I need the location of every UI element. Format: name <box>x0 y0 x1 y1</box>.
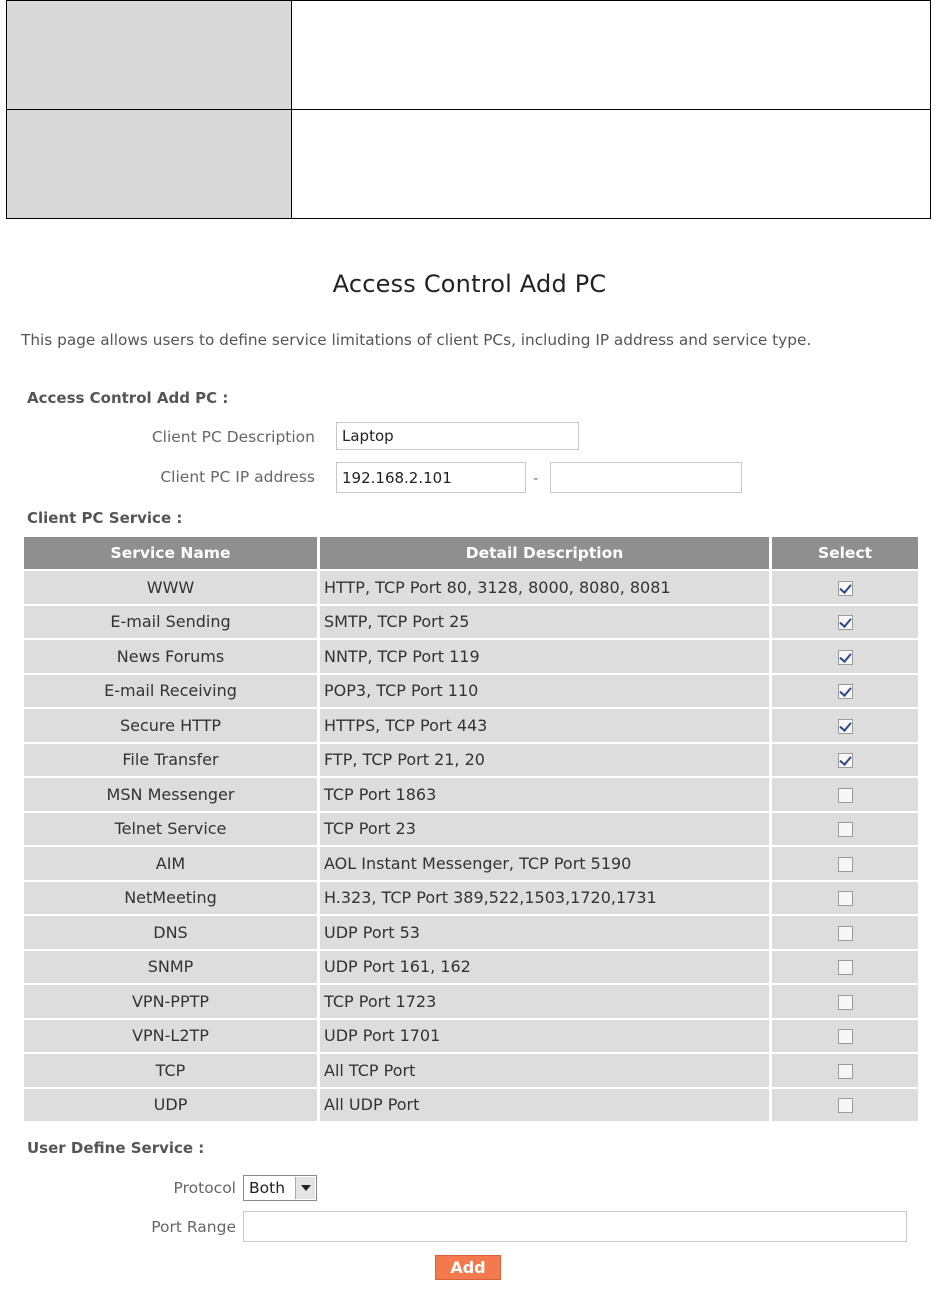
service-select-checkbox[interactable] <box>838 857 853 872</box>
table-row <box>24 916 918 951</box>
service-name-cell: VPN-L2TP <box>24 1020 320 1055</box>
table-row <box>24 1020 918 1055</box>
detail-description-cell: SMTP, TCP Port 25 <box>320 606 772 641</box>
client-pc-description-input[interactable] <box>336 422 579 450</box>
service-select-checkbox[interactable] <box>838 615 853 630</box>
select-cell <box>772 813 918 848</box>
service-name-cell: E-mail Sending <box>24 606 320 641</box>
select-cell <box>772 882 918 917</box>
service-select-checkbox[interactable] <box>838 960 853 975</box>
table-row <box>24 1089 918 1124</box>
service-name-cell: Telnet Service <box>24 813 320 848</box>
manual-label-cell <box>7 110 292 219</box>
service-select-checkbox[interactable] <box>838 1098 853 1113</box>
select-cell <box>772 640 918 675</box>
detail-description-cell: All UDP Port <box>320 1089 772 1124</box>
table-row <box>24 985 918 1020</box>
client-pc-description-label: Client PC Description <box>151 428 315 446</box>
add-button[interactable]: Add <box>435 1255 501 1280</box>
detail-description-cell: TCP Port 1723 <box>320 985 772 1020</box>
port-range-label: Port Range <box>151 1218 236 1236</box>
detail-description-cell: POP3, TCP Port 110 <box>320 675 772 710</box>
protocol-label: Protocol <box>173 1179 236 1197</box>
service-name-cell: E-mail Receiving <box>24 675 320 710</box>
detail-description-cell: UDP Port 1701 <box>320 1020 772 1055</box>
table-row <box>24 675 918 710</box>
detail-description-cell: NNTP, TCP Port 119 <box>320 640 772 675</box>
service-name-cell: SNMP <box>24 951 320 986</box>
service-name-cell: File Transfer <box>24 744 320 779</box>
service-name-cell: MSN Messenger <box>24 778 320 813</box>
header-service-name: Service Name <box>24 537 320 571</box>
select-cell <box>772 744 918 779</box>
service-name-cell: AIM <box>24 847 320 882</box>
service-name-cell: News Forums <box>24 640 320 675</box>
select-cell <box>772 1054 918 1089</box>
select-cell <box>772 916 918 951</box>
client-pc-ip-start-input[interactable] <box>336 462 526 493</box>
service-select-checkbox[interactable] <box>838 581 853 596</box>
detail-description-cell: All TCP Port <box>320 1054 772 1089</box>
service-name-cell: VPN-PPTP <box>24 985 320 1020</box>
table-row <box>24 847 918 882</box>
service-select-checkbox[interactable] <box>838 822 853 837</box>
table-row <box>24 882 918 917</box>
detail-description-cell: TCP Port 1863 <box>320 778 772 813</box>
manual-table-row <box>7 110 931 219</box>
manual-label-cell <box>7 1 292 110</box>
detail-description-cell: FTP, TCP Port 21, 20 <box>320 744 772 779</box>
detail-description-cell: HTTP, TCP Port 80, 3128, 8000, 8080, 8081 <box>320 571 772 606</box>
table-row <box>24 778 918 813</box>
service-select-checkbox[interactable] <box>838 926 853 941</box>
table-row <box>24 606 918 641</box>
manual-table-row <box>7 1 931 110</box>
table-row <box>24 640 918 675</box>
client-pc-ip-label: Client PC IP address <box>160 468 315 486</box>
table-row <box>24 951 918 986</box>
select-cell <box>772 675 918 710</box>
ip-range-separator: - <box>533 469 539 487</box>
select-cell <box>772 709 918 744</box>
service-select-checkbox[interactable] <box>838 753 853 768</box>
service-name-cell: Secure HTTP <box>24 709 320 744</box>
user-define-service-label: User Define Service : <box>27 1139 205 1157</box>
service-select-checkbox[interactable] <box>838 650 853 665</box>
client-pc-ip-end-input[interactable] <box>550 462 742 493</box>
service-select-checkbox[interactable] <box>838 995 853 1010</box>
protocol-select[interactable] <box>243 1175 317 1201</box>
service-select-checkbox[interactable] <box>838 1064 853 1079</box>
detail-description-cell: HTTPS, TCP Port 443 <box>320 709 772 744</box>
table-row <box>24 813 918 848</box>
table-row <box>24 1054 918 1089</box>
client-pc-service-label: Client PC Service : <box>27 509 183 527</box>
service-select-checkbox[interactable] <box>838 788 853 803</box>
table-row <box>24 571 918 606</box>
detail-description-cell: UDP Port 53 <box>320 916 772 951</box>
header-detail-description: Detail Description <box>320 537 772 571</box>
manual-value-cell <box>292 110 931 219</box>
detail-description-cell: UDP Port 161, 162 <box>320 951 772 986</box>
service-select-checkbox[interactable] <box>838 719 853 734</box>
select-cell <box>772 1089 918 1124</box>
service-name-cell: TCP <box>24 1054 320 1089</box>
select-cell <box>772 985 918 1020</box>
page-description: This page allows users to define service limitations of client PCs, including IP address and service type. <box>21 331 812 349</box>
detail-description-cell: AOL Instant Messenger, TCP Port 5190 <box>320 847 772 882</box>
service-name-cell: UDP <box>24 1089 320 1124</box>
protocol-selected-value: Both <box>249 1179 286 1197</box>
service-table-header <box>24 537 918 571</box>
select-cell <box>772 571 918 606</box>
port-range-input[interactable] <box>243 1211 907 1242</box>
select-cell <box>772 847 918 882</box>
manual-value-cell <box>292 1 931 110</box>
detail-description-cell: TCP Port 23 <box>320 813 772 848</box>
service-name-cell: NetMeeting <box>24 882 320 917</box>
service-name-cell: WWW <box>24 571 320 606</box>
select-cell <box>772 778 918 813</box>
manual-table <box>6 0 931 219</box>
service-select-checkbox[interactable] <box>838 684 853 699</box>
select-cell <box>772 606 918 641</box>
service-name-cell: DNS <box>24 916 320 951</box>
select-cell <box>772 1020 918 1055</box>
table-row <box>24 744 918 779</box>
chevron-down-icon[interactable] <box>295 1177 315 1199</box>
page-title: Access Control Add PC <box>332 270 607 298</box>
detail-description-cell: H.323, TCP Port 389,522,1503,1720,1731 <box>320 882 772 917</box>
service-select-checkbox[interactable] <box>838 891 853 906</box>
service-table <box>24 537 918 1123</box>
add-pc-section-label: Access Control Add PC : <box>27 389 229 407</box>
table-row <box>24 709 918 744</box>
header-select: Select <box>772 537 918 571</box>
select-cell <box>772 951 918 986</box>
service-select-checkbox[interactable] <box>838 1029 853 1044</box>
